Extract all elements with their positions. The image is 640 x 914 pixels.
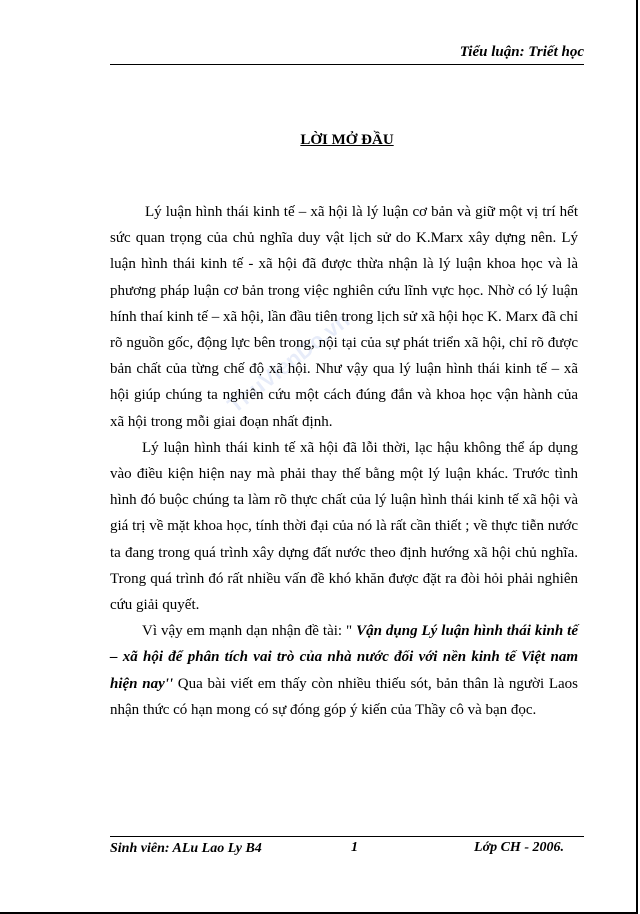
footer-page-number: 1 [351,840,358,855]
body-text [110,199,578,723]
paragraph-2: Lý luận hình thái kinh tế xã hội đã lỗi thời, lạc hậu không thể áp dụng vào điều kiện hiện nay mà phải thay thế bằng một lý luận khác. Trước tình hình đó buộc chúng ta làm rõ thực chất của lý luận hình thái kinh tế xã hội và giá trị về mặt khoa học, tính thời đại của nó là rất cần thiết ; về thực tiễn nước ta đang trong quá trình xây dựng đất nước theo định hướng xã hội chủ nghĩa. Trong quá trình đó rất nhiều vấn đề khó khăn được đặt ra đòi hỏi phải nghiên cứu giải quyết. [110,439,578,614]
paragraph-1: Lý luận hình thái kinh tế – xã hội là lý luận cơ bản và giữ một vị trí hết sức quan trọng của chủ nghĩa duy vật lịch sử do K.Marx xây dựng nên. Lý luận hình thái kinh tế - xã hội đã được thừa nhận là lý luận khoa học và là phương pháp luận cơ bản trong việc nghiên cứu lĩnh vực học. Nhờ có lý luận hính thaí kinh tế – xã hội, lần đầu tiên trong lịch sử xã hội học K. Marx đã chỉ rõ nguồn gốc, động lực bên trong, nội tại của sự phát triển xã hội, chỉ rõ được bản chất của từng chế độ xã hội. Như vậy qua lý luận hình thái kinh tế – xã hội giúp chúng ta nghiên cứu một cách đúng đắn và khoa học vận hành của xã hội trong mỗi giai đoạn nhất định. [110,204,578,430]
paragraph-3-rest: Qua bài viết em thấy còn nhiều thiếu sót, bản thân là người Laos nhận thức có hạn mong có sự đóng góp ý kiến của Thầy cô và bạn đọc. [110,675,578,718]
watermark: ThuVienDo.vn [222,307,355,418]
thesis-topic: Vận dụng Lý luận hình thái kinh tế – xã hội để phân tích vai trò của nhà nước đối với nền kinh tế Việt nam hiện nay'' [110,623,578,692]
header-rule [110,64,584,65]
footer-rule [110,836,584,837]
header-title: Tiểu luận: Triết học [459,44,584,60]
footer-student: Sinh viên: ALu Lao Ly B4 [110,841,262,856]
page-title: LỜI MỞ ĐẦU [300,132,394,148]
paragraph-3 [110,618,578,723]
paragraph-3-intro: Vì vậy em mạnh dạn nhận đề tài: " [142,623,357,640]
footer-class: Lớp CH - 2006. [474,840,564,855]
